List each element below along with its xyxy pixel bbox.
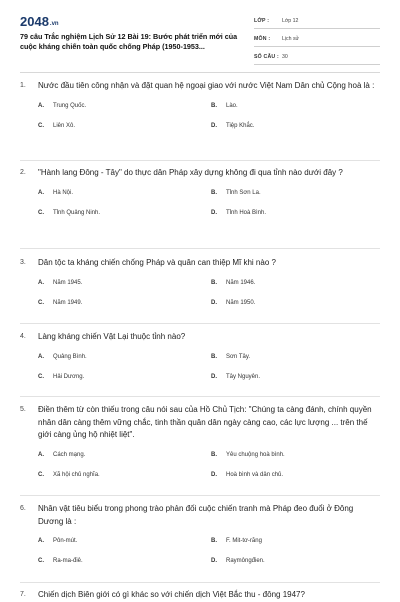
option-d[interactable] xyxy=(211,122,384,130)
option-text: Năm 1950. xyxy=(226,299,256,306)
question-number: 1. xyxy=(20,82,26,89)
option-a[interactable] xyxy=(38,189,211,197)
option-key: C. xyxy=(38,373,44,380)
meta-box xyxy=(254,14,380,68)
question-text xyxy=(20,80,380,93)
question-number: 7. xyxy=(20,591,26,598)
grade-value: Lớp 12 xyxy=(282,18,299,24)
option-text: Yêu chuộng hoà bình. xyxy=(226,451,285,458)
option-text: Pôn-mút. xyxy=(53,538,78,544)
option-a[interactable] xyxy=(38,279,211,287)
option-b[interactable] xyxy=(211,279,384,287)
option-b[interactable] xyxy=(211,537,384,545)
question-body: Nước đầu tiên công nhận và đặt quan hệ ngoại giao với nước Việt Nam Dân chủ Cộng hoà là : xyxy=(38,81,375,90)
grade-label: LỚP : xyxy=(254,18,270,24)
option-c[interactable] xyxy=(38,299,211,307)
option-text: Ra-ma-điê. xyxy=(53,558,83,564)
option-text: Cách mạng. xyxy=(53,451,86,458)
option-text: Raymôngđien. xyxy=(226,558,265,564)
option-text: Tiệp Khắc. xyxy=(226,122,255,129)
question-body: Chiến dịch Biên giới có gì khác so với chiến dịch Việt Bắc thu - đông 1947? xyxy=(38,590,305,599)
option-b[interactable] xyxy=(211,102,384,110)
option-text: Lào. xyxy=(226,102,238,109)
subject-label: MÔN : xyxy=(254,36,271,42)
question-divider xyxy=(20,248,380,249)
logo-text: 2048 xyxy=(20,14,49,29)
option-c[interactable] xyxy=(38,373,211,381)
option-text: Năm 1949. xyxy=(53,299,83,306)
option-key: C. xyxy=(38,558,44,564)
option-text: Hà Nội. xyxy=(53,189,74,196)
question-5 xyxy=(20,404,380,479)
question-number: 2. xyxy=(20,169,26,176)
option-text: Tỉnh Hoà Bình. xyxy=(226,209,267,216)
option-key: A. xyxy=(38,451,44,458)
option-d[interactable] xyxy=(211,471,384,479)
option-text: Quảng Bình. xyxy=(53,353,87,360)
option-d[interactable] xyxy=(211,299,384,307)
question-text xyxy=(20,257,380,270)
option-a[interactable] xyxy=(38,451,211,459)
options xyxy=(20,353,380,381)
option-b[interactable] xyxy=(211,189,384,197)
option-text: Năm 1946. xyxy=(226,279,256,286)
option-text: Liên Xô. xyxy=(53,122,76,129)
options xyxy=(20,102,380,130)
question-divider xyxy=(20,582,380,583)
question-3 xyxy=(20,257,380,307)
meta-grade xyxy=(254,14,380,29)
option-key: C. xyxy=(38,122,44,129)
options xyxy=(20,537,380,565)
option-c[interactable] xyxy=(38,557,211,565)
option-key: B. xyxy=(211,189,217,196)
option-key: B. xyxy=(211,353,217,360)
question-body: Làng kháng chiến Vật Lại thuộc tỉnh nào? xyxy=(38,332,186,341)
question-number: 6. xyxy=(20,505,26,512)
option-text: Xã hội chủ nghĩa. xyxy=(53,471,100,478)
question-divider xyxy=(20,323,380,324)
option-key: A. xyxy=(38,102,44,109)
option-key: C. xyxy=(38,209,44,216)
site-logo[interactable] xyxy=(20,14,59,29)
options xyxy=(20,189,380,217)
option-text: F. Mit-tơ-răng xyxy=(226,538,262,544)
meta-count xyxy=(254,50,380,65)
question-text xyxy=(20,167,380,180)
question-body: Nhân vật tiêu biểu trong phong trào phản đối cuộc chiến tranh mà Pháp đeo đuổi ở Đông Dương là : xyxy=(38,504,354,526)
option-text: Tỉnh Quảng Ninh. xyxy=(53,209,101,216)
option-a[interactable] xyxy=(38,537,211,545)
option-key: A. xyxy=(38,279,44,286)
options xyxy=(20,451,380,479)
question-2 xyxy=(20,167,380,217)
header-divider xyxy=(20,72,380,73)
worksheet-title: 79 câu Trắc nghiệm Lịch Sử 12 Bài 19: Bước phát triển mới của cuộc kháng chiến toàn quốc chống Pháp (1950-1953... xyxy=(20,32,238,51)
option-d[interactable] xyxy=(211,209,384,217)
question-text xyxy=(20,404,380,442)
question-body: Dân tộc ta kháng chiến chống Pháp và quân can thiệp Mĩ khi nào ? xyxy=(38,258,276,267)
option-b[interactable] xyxy=(211,353,384,361)
option-key: B. xyxy=(211,279,217,286)
option-c[interactable] xyxy=(38,209,211,217)
option-text: Tây Nguyên. xyxy=(226,373,261,380)
option-text: Hoà bình và dân chủ. xyxy=(226,471,284,478)
meta-subject xyxy=(254,32,380,47)
option-key: D. xyxy=(211,373,217,380)
option-key: A. xyxy=(38,189,44,196)
option-d[interactable] xyxy=(211,557,384,565)
option-text: Tỉnh Sơn La. xyxy=(226,189,261,196)
question-text xyxy=(20,331,380,344)
question-body: Điền thêm từ còn thiếu trong câu nói sau của Hồ Chủ Tịch: "Chúng ta càng đánh, chính quyền nhân dân càng thêm vững chắc, tinh thần quân dân ngày càng cao, các lực lượng ... trên thế giới càng ủng hộ nhiệt liệt". xyxy=(38,405,372,439)
option-a[interactable] xyxy=(38,102,211,110)
question-text xyxy=(20,503,380,528)
option-key: B. xyxy=(211,451,217,458)
options xyxy=(20,279,380,307)
question-1 xyxy=(20,80,380,130)
option-key: C. xyxy=(38,471,44,478)
logo-suffix: .vn xyxy=(49,21,59,27)
count-value: 30 xyxy=(282,54,288,60)
option-key: C. xyxy=(38,299,44,306)
option-b[interactable] xyxy=(211,451,384,459)
option-a[interactable] xyxy=(38,353,211,361)
count-label: SỐ CÂU : xyxy=(254,54,279,60)
option-text: Sơn Tây. xyxy=(226,353,251,360)
question-divider xyxy=(20,160,380,161)
option-text: Năm 1945. xyxy=(53,279,83,286)
question-number: 4. xyxy=(20,333,26,340)
question-body: "Hành lang Đông - Tây" do thực dân Pháp xây dựng không đi qua tỉnh nào dưới đây ? xyxy=(38,168,343,177)
question-divider xyxy=(20,396,380,397)
option-key: B. xyxy=(211,102,217,109)
question-4 xyxy=(20,331,380,381)
option-c[interactable] xyxy=(38,471,211,479)
question-divider xyxy=(20,495,380,496)
option-key: A. xyxy=(38,353,44,360)
option-key: D. xyxy=(211,299,217,306)
subject-value: Lịch sử xyxy=(282,36,300,42)
question-number: 5. xyxy=(20,406,26,413)
option-d[interactable] xyxy=(211,373,384,381)
option-key: D. xyxy=(211,558,217,564)
header xyxy=(0,0,400,66)
question-number: 3. xyxy=(20,259,26,266)
option-text: Hải Dương. xyxy=(53,373,85,380)
question-6 xyxy=(20,503,380,565)
option-key: D. xyxy=(211,471,217,478)
option-key: B. xyxy=(211,538,217,544)
option-c[interactable] xyxy=(38,122,211,130)
option-text: Trung Quốc. xyxy=(53,102,87,109)
option-key: D. xyxy=(211,209,217,216)
option-key: D. xyxy=(211,122,217,129)
option-key: A. xyxy=(38,538,44,544)
